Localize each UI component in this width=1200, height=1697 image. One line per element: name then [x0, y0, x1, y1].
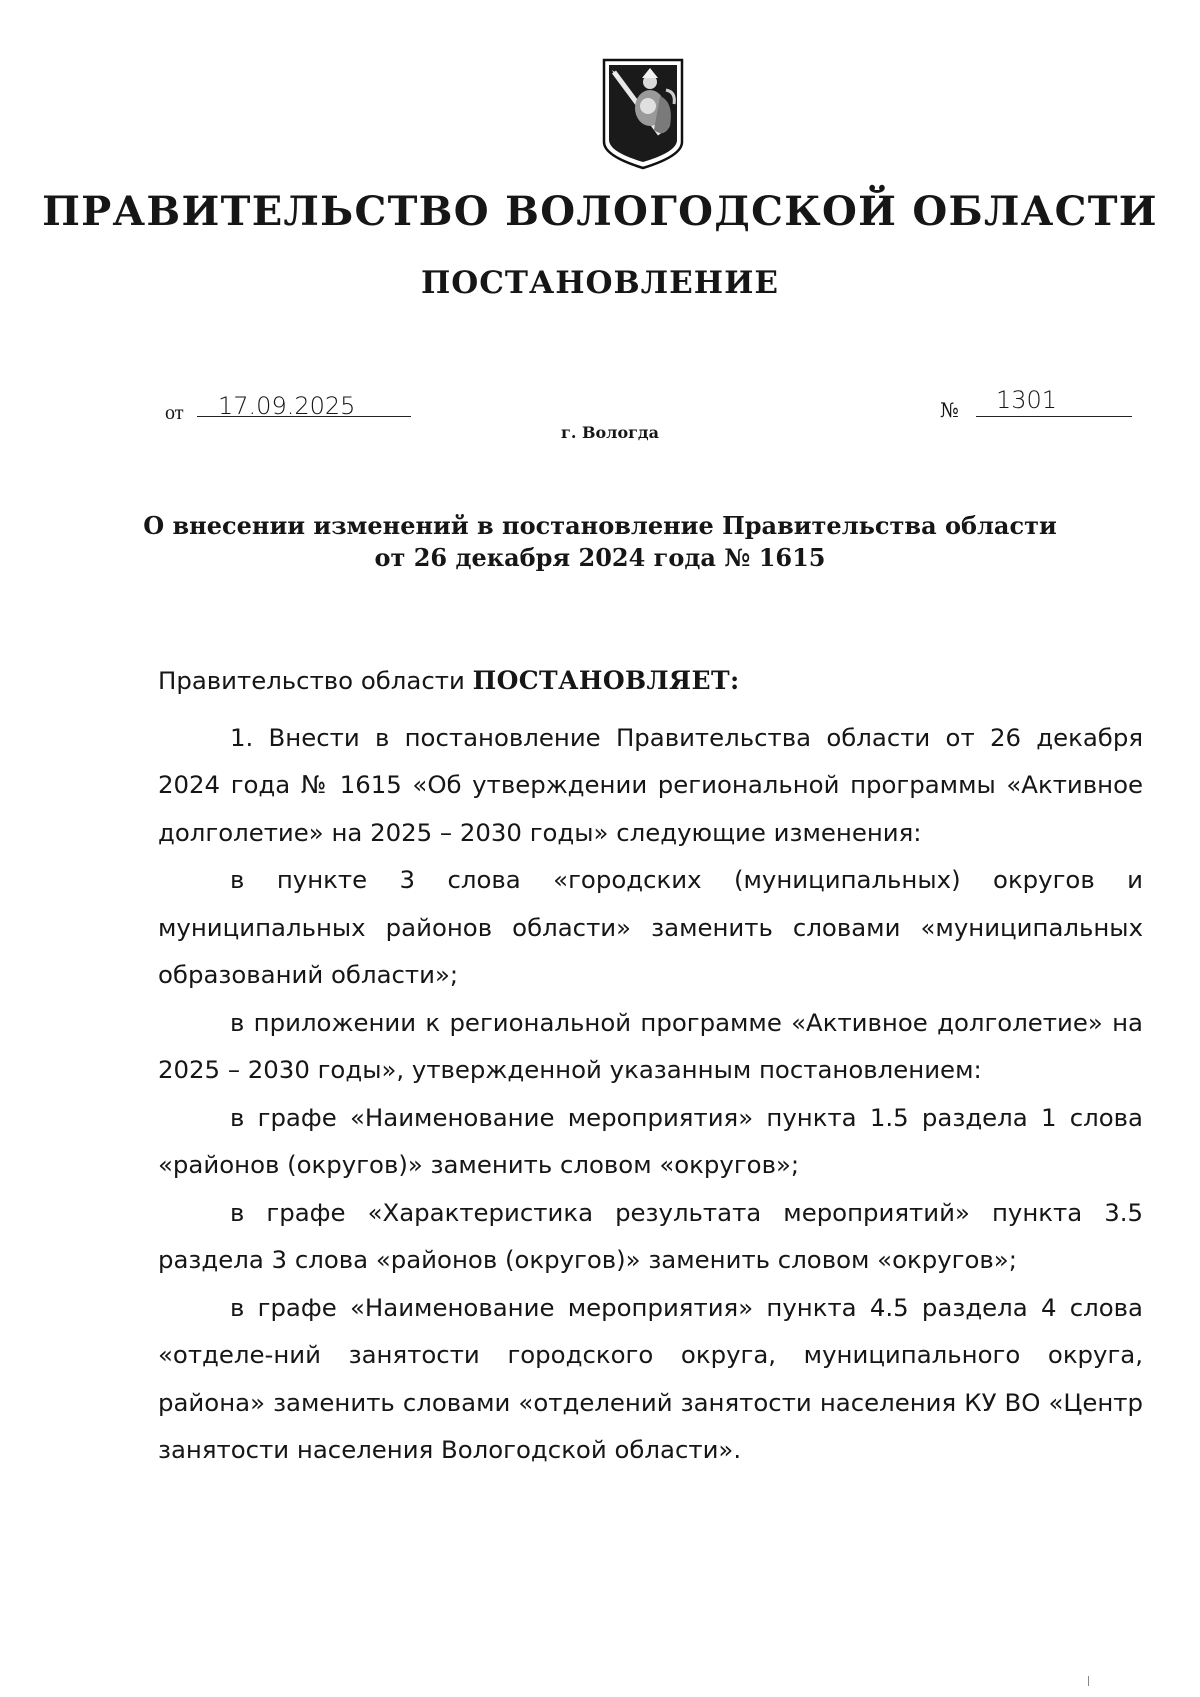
subject-line-1: О внесении изменений в постановление Правительства области	[143, 511, 1057, 540]
document-subject	[100, 510, 1100, 574]
body-paragraph: в пункте 3 слова «городских (муниципальных) округов и муниципальных районов области» заменить словами «муниципальных образований области»;	[158, 865, 1143, 989]
document-type-heading: ПОСТАНОВЛЕНИЕ	[420, 265, 779, 301]
subject-line-2: от 26 декабря 2024 года № 1615	[374, 543, 826, 572]
number-underline	[976, 416, 1132, 417]
body-paragraph: в графе «Наименование мероприятия» пункта 1.5 раздела 1 слова «районов (округов)» заменить словом «округов»;	[158, 1102, 1143, 1179]
city-label: г. Вологда	[561, 423, 659, 442]
body-paragraph: в приложении к региональной программе «Активное долголетие» на 2025 – 2030 годы», утвержденной указанным постановлением:	[158, 1007, 1143, 1084]
body-paragraph: 1. Внести в постановление Правительства области от 26 декабря 2024 года № 1615 «Об утверждении региональной программы «Активное долголетие» на 2025 – 2030 годы» следующие изменения:	[158, 722, 1143, 847]
date-prefix-label: от	[165, 402, 184, 424]
number-label: №	[940, 398, 959, 422]
document-date: 17.09.2025	[218, 392, 356, 420]
resolves-keyword: ПОСТАНОВЛЯЕТ:	[472, 666, 740, 695]
body-paragraph: в графе «Характеристика результата мероприятий» пункта 3.5 раздела 3 слова «районов (округов)» заменить словом «округов»;	[158, 1197, 1143, 1274]
document-body	[158, 666, 1143, 1474]
coat-of-arms-icon	[600, 56, 686, 172]
opening-text: Правительство области	[158, 666, 473, 695]
scan-mark	[1088, 1676, 1089, 1686]
body-paragraph: в графе «Наименование мероприятия» пункта 4.5 раздела 4 слова «отделе-ний занятости городского округа, муниципального округа, района» заменить словами «отделений занятости населения КУ ВО «Центр занятости населения Вологодской области».	[158, 1292, 1143, 1464]
government-title: ПРАВИТЕЛЬСТВО ВОЛОГОДСКОЙ ОБЛАСТИ	[42, 188, 1158, 235]
document-number: 1301	[996, 386, 1058, 414]
